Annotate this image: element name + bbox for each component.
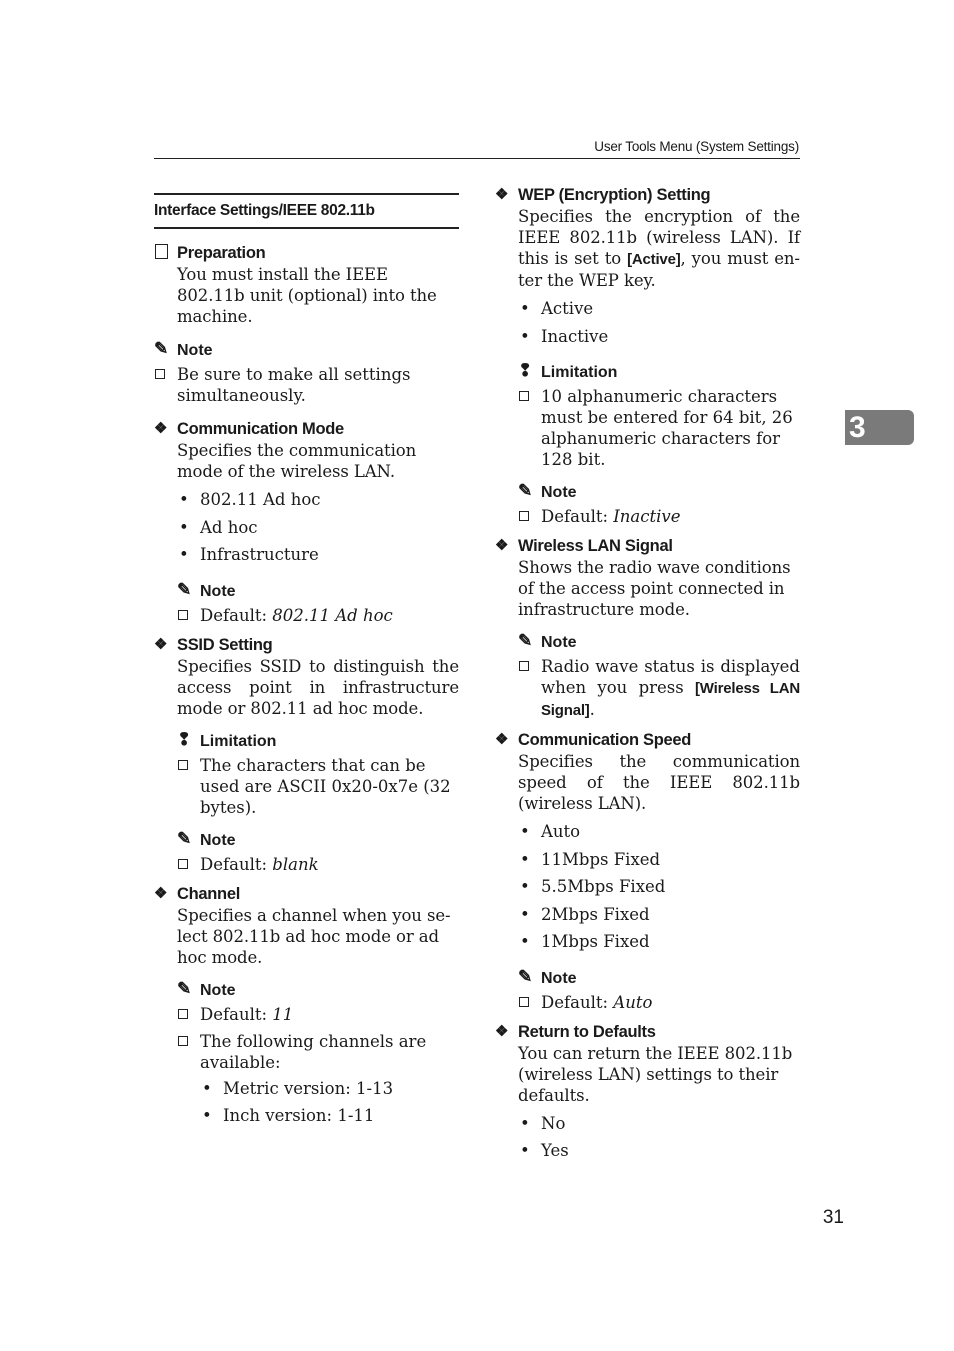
section-title: Interface Settings/IEEE 802.11b	[154, 193, 459, 229]
defaults-heading: ❖ Return to Defaults	[495, 1022, 656, 1041]
comm-mode-text: Specifies the communication mode of the wireless LAN.	[177, 441, 417, 481]
defaults-options	[518, 1110, 800, 1165]
note-item: The characters that can be used are ASCII 0x20-0x7e (32 bytes).	[177, 755, 459, 818]
diamond-bullet-icon: ❖	[495, 537, 509, 554]
list-item: • Metric version: 1-13	[200, 1075, 459, 1102]
checkbox-icon	[178, 859, 188, 869]
right-column	[495, 184, 800, 1165]
list-item: • Active	[518, 295, 800, 323]
list-item: • Inactive	[518, 323, 800, 351]
channel-note: ✎ Note Default: 11 The following channels are available: • Metric version: 1-13 • Inch version: 1-11	[177, 980, 459, 1129]
checkbox-icon	[178, 1036, 188, 1046]
diamond-bullet-icon: ❖	[154, 635, 168, 653]
pencil-icon: ✎	[177, 579, 192, 599]
note-item: Default: 11	[177, 1004, 459, 1025]
channel-heading: ❖ Channel	[154, 884, 240, 903]
ssid-text: Specifies SSID to distinguish the access point in infrastructure mode or 802.11 ad hoc mode.	[177, 656, 459, 718]
preparation-text: You must install the IEEE 802.11b unit (optional) into the machine.	[177, 265, 437, 326]
page-number: 31	[822, 1207, 844, 1228]
list-item: • Auto	[518, 818, 800, 846]
note-item: Default: blank	[177, 854, 459, 875]
diamond-bullet-icon: ❖	[495, 186, 509, 203]
chapter-number: 3	[849, 411, 866, 444]
wep-heading: ❖ WEP (Encryption) Setting	[495, 186, 711, 204]
chapter-tab	[845, 410, 914, 445]
list-item: • Infrastructure	[177, 541, 459, 569]
wep-options	[518, 295, 800, 350]
exclamation-icon: ❢	[518, 361, 533, 380]
pencil-icon: ✎	[154, 339, 169, 358]
checkbox-icon	[178, 610, 188, 620]
checkbox-icon	[519, 511, 529, 521]
pencil-icon: ✎	[518, 966, 533, 986]
list-item: • Yes	[518, 1137, 800, 1165]
checkbox-icon	[519, 997, 529, 1007]
comm-mode-note: ✎ Note Default: 802.11 Ad hoc	[177, 581, 459, 626]
list-item: • 5.5Mbps Fixed	[518, 873, 800, 901]
note-item: Default: Inactive	[518, 506, 800, 527]
checkbox-icon	[519, 661, 529, 671]
pencil-icon: ✎	[177, 828, 192, 848]
ssid-heading: ❖ SSID Setting	[154, 635, 273, 654]
list-item: • Ad hoc	[177, 514, 459, 542]
note-item: Default: Auto	[518, 992, 800, 1013]
pencil-icon: ✎	[518, 631, 533, 650]
list-item: • No	[518, 1110, 800, 1138]
wep-note: ✎ Note Default: Inactive	[518, 482, 800, 527]
left-column	[154, 193, 459, 1135]
running-header: User Tools Menu (System Settings)	[594, 139, 799, 154]
pencil-icon: ✎	[518, 481, 533, 500]
pencil-icon: ✎	[177, 978, 192, 998]
wep-text: Specifies the encryption of the IEEE 802.11b (wireless LAN). If this is set to [Active], you must enter the WEP key.	[518, 207, 800, 290]
diamond-bullet-icon: ❖	[154, 420, 168, 437]
preparation-heading: Preparation	[154, 242, 459, 264]
speed-options	[518, 818, 800, 956]
channel-text: Specifies a channel when you select 802.11b ad hoc mode or ad hoc mode.	[177, 905, 451, 967]
signal-text: Shows the radio wave conditions of the access point connected in infrastructure mode.	[518, 558, 791, 619]
list-item: • 802.11 Ad hoc	[177, 486, 459, 514]
checkbox-icon	[155, 369, 165, 379]
list-item: • 2Mbps Fixed	[518, 901, 800, 929]
list-item: • 11Mbps Fixed	[518, 846, 800, 874]
note-item: Radio wave status is displayed when you press [Wireless LAN Signal].	[518, 656, 800, 721]
wep-limitation: ❢ Limitation 10 alphanumeric characters must be entered for 64 bit, 26 alphanumeric characters for 128 bit.	[518, 362, 800, 470]
top-note: ✎ Note Be sure to make all settings simultaneously.	[154, 340, 459, 406]
signal-note: ✎ Note Radio wave status is displayed when you press [Wireless LAN Signal].	[518, 631, 800, 719]
speed-text: Specifies the communication speed of the IEEE 802.11b (wireless LAN).	[518, 752, 800, 813]
note-item: 10 alphanumeric characters must be entered for 64 bit, 26 alphanumeric characters for 128 bit.	[518, 386, 800, 470]
clipboard-icon	[155, 244, 168, 259]
note-item: Default: 802.11 Ad hoc	[177, 605, 459, 626]
checkbox-icon	[178, 1009, 188, 1019]
speed-note: ✎ Note Default: Auto	[518, 968, 800, 1013]
note-item: The following channels are available: • Metric version: 1-13 • Inch version: 1-11	[177, 1031, 459, 1129]
exclamation-icon: ❢	[177, 729, 192, 749]
list-item: • 1Mbps Fixed	[518, 928, 800, 956]
ssid-limitation: ❢ Limitation The characters that can be used are ASCII 0x20-0x7e (32 bytes).	[177, 731, 459, 818]
comm-mode-options	[177, 486, 459, 569]
signal-heading: ❖ Wireless LAN Signal	[495, 537, 673, 555]
speed-heading: ❖ Communication Speed	[495, 731, 692, 749]
checkbox-icon	[178, 760, 188, 770]
header-rule	[154, 158, 800, 159]
diamond-bullet-icon: ❖	[154, 884, 168, 902]
list-item: • Inch version: 1-11	[200, 1102, 459, 1129]
ssid-note: ✎ Note Default: blank	[177, 830, 459, 875]
comm-mode-heading: ❖ Communication Mode	[154, 420, 344, 438]
checkbox-icon	[519, 391, 529, 401]
defaults-text: You can return the IEEE 802.11b (wireless LAN) settings to their defaults.	[518, 1043, 793, 1105]
diamond-bullet-icon: ❖	[495, 731, 509, 748]
diamond-bullet-icon: ❖	[495, 1022, 509, 1040]
note-item: Be sure to make all settings simultaneously.	[154, 364, 459, 406]
